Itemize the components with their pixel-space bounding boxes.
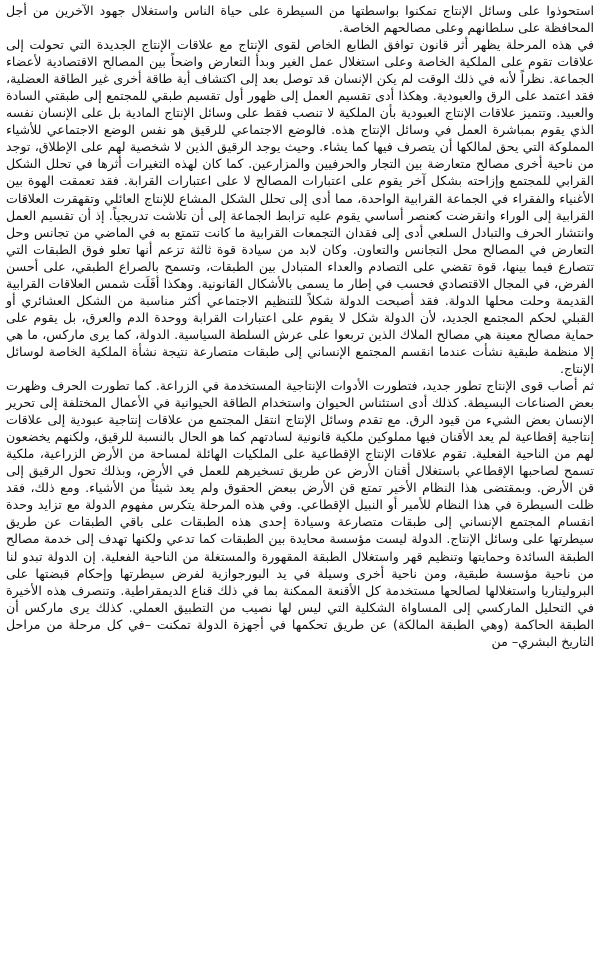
paragraph-state-emergence: في هذه المرحلة يظهر أثر قانون توافق الطابع الخاص لقوى الإنتاج مع علاقات الإنتاج الجديدة التي تحولت إلى علاقات تقوم على الملكية الخاصة وعلى استغلال عمل الغير وبدأ التعارض واضحاً بين المصالح الاقتصادية لأعضاء الجماعة. نظراً لأنه في ذلك الوقت لم يكن الإنسان قد توصل بعد إلى اكتشاف أية طاقة أخرى غير الطاقة العضلية، فقد اعتمد على الرق والعبودية. وهكذا أدى تقسيم العمل إلى ظهور أول تقسيم طبقي للمجتمع إلى طبقتي السادة والعبيد. وتتميز علاقات الإنتاج العبودية بأن الملكية لا تنصب فقط على وسائل الإنتاج المادية بل على الإنسان نفسه الذي يقوم بمباشرة العمل في وسائل الإنتاج هذه. فالوضع الاجتماعي للرقيق هو نفس الوضع الاجتماعي للأشياء المملوكة التي يحق لمالكها أن يتصرف فيها كما يشاء. وحيث يوجد الرقيق الذين لا شخصية لهم على الإطلاق، توجد من ناحية أخرى مصالح متعارضة بين التجار والحرفيين والمزارعين. كما كان لهذه التغيرات أثرها في تحلل الشكل القرابي للمجتمع وإزاحته بشكل آخر يقوم على اعتبارات المصالح لا على اعتبارات القرابة. فقد تعمقت الهوة بين الأغنياء والفقراء في الجماعة القرابية الواحدة، مما أدى إلى تحلل الشكل المشاع للإنتاج العائلي وتقهقرت العلاقات القرابية إلى الوراء وانقرضت كعنصر أساسي يقوم عليه ترابط الجماعة إلى أن تلاشت تدريجياً. إذ أن تقسيم العمل وانتشار الحرف والتبادل السلعي أدى إلى فقدان التجمعات القرابية ما كانت تتمتع به في الماضي من تجانس وحل التعارض في المصالح محل التجانس والتعاون. وكان لابد من سيادة قوة ثالثة تزعم أنها تعلو فوق الطبقات التي تتصارع فيما بينها، قوة تقضي على التصادم والعداء المتبادل بين الطبقات، وتسمح بالصراع الطبقي، على أحسن الفرض، في المجال الاقتصادي فحسب في إطار ما يسمى بالأشكال القانونية. وهكذا أفَلَت شمس العلاقات القرابية القديمة وحلت محلها الدولة. فقد أصبحت الدولة شكلاً للتنظيم الاجتماعي أكثر مناسبة من الشكل العشائري أو القبلي لحكم المجتمع الجديد، لأن الدولة شكل لا يقوم على اعتبارات القرابة ووحدة الدم والعرق، بل يقوم على حماية مصالح معينة هي مصالح الملاك الذين تربعوا على عرش السلطة السياسية. الدولة، كما يرى ماركس، ما هي إلا منظمة طبقية نشأت عندما انقسم المجتمع الإنساني إلى طبقات متصارعة نتيجة نشأة الملكية الخاصة لوسائل الإنتاج. [6, 37, 594, 376]
paragraph-feudal-relations: ثم أصاب قوى الإنتاج تطور جديد، فتطورت الأدوات الإنتاجية المستخدمة في الزراعة. كما تطورت الحرف وظهرت بعض الصناعات البسيطة. كذلك أدى استئناس الحيوان واستخدام الطاقة الحيوانية في الأعمال المختلفة إلى تحرير الإنسان بعض الشيء من قيود الرق. مع تقدم وسائل الإنتاج انتقل المجتمع من علاقات إنتاجية عبودية إلى علاقات إنتاجية إقطاعية لم يعد الأقنان فيها مملوكين ملكية قانونية لسادتهم كما هو الحال بالنسبة للرقيق، ولكنهم يخضعون لهم من الناحية الفعلية. تقوم علاقات الإنتاج الإقطاعية على الملكيات الهائلة لمساحة من الأرض الزراعية، ملكية تسمح لصاحبها الإقطاعي باستغلال أقنان الأرض عن طريق تسخيرهم للعمل في الأرض، وبذلك تحول الرقيق إلى قن الأرض. وبمقتضى هذا النظام الأخير تمتع قن الأرض ببعض الحقوق ولم يعد شيئاً من الأشياء. ومع ذلك، فقد ظلت السيطرة في هذا النظام للأمير أو النبيل الإقطاعي. وفي هذه المرحلة يتكرس مفهوم الدولة مع تزايد وحدة انقسام المجتمع الإنساني إلى طبقات متصارعة وسيادة إحدى هذه الطبقات على باقي الطبقات عن طريق سيطرتها على وسائل الإنتاج. الدولة ليست مؤسسة محايدة بين الطبقات كما تدعي ولكنها تهدف إلى خدمة مصالح الطبقة السائدة وحمايتها وتنظيم قهر واستغلال الطبقة المقهورة والمستغلة من الناحية الفعلية. إن الدولة تبدو لنا من ناحية مؤسسة طبقية، ومن ناحية أخرى وسيلة في يد البورجوازية لفرض سيطرتها وإحكام قبضتها على البروليتاريا واستغلالها لصالحها مستخدمة كل الأقنعة الممكنة بما في ذلك قناع الديمقراطية. وتنصرف هذه الأخيرة في التحليل الماركسي إلى المساواة الشكلية التي ليس لها نصيب من التطبيق العملي. كذلك يرى ماركس أن الطبقة الحاكمة (وهي الطبقة المالكة) عن طريق تحكمها في أجهزة الدولة تمكنت –في كل مرحلة من مراحل التاريخ البشري– من [6, 378, 594, 649]
paragraph-continuation: استحوذوا على وسائل الإنتاج تمكنوا بواسطتها من السيطرة على حياة الناس واستغلال جهود الآخرين من أجل المحافظة على سلطانهم وعلى مصالحهم الخاصة. [6, 3, 594, 36]
